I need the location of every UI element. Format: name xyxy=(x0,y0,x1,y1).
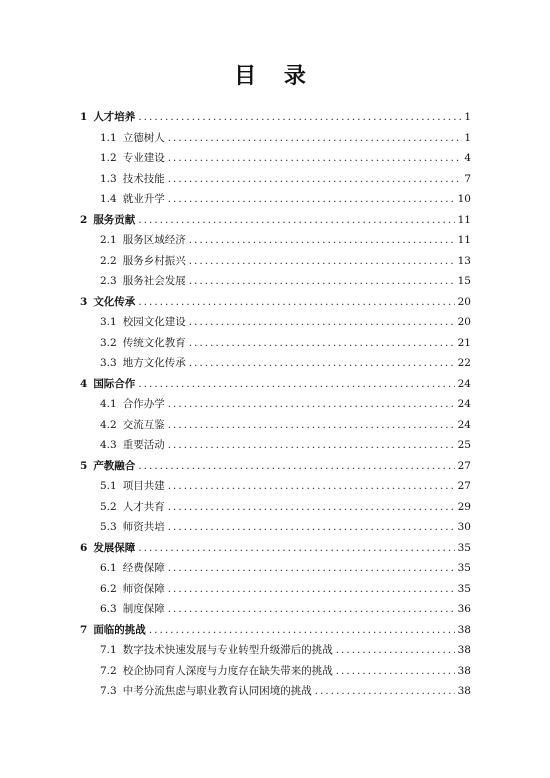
toc-entry-title xyxy=(100,681,312,702)
toc-entry-number: 5.1 xyxy=(100,480,117,492)
toc-page-number: 20 xyxy=(457,295,471,308)
toc-page-number: 11 xyxy=(457,234,471,246)
toc-dot-leader xyxy=(168,435,455,456)
toc-entry-label: 传统文化教育 xyxy=(122,336,186,349)
toc-dot-leader xyxy=(336,640,455,661)
toc-dot-leader xyxy=(138,292,454,313)
toc-entry-title xyxy=(100,558,165,579)
toc-dot-leader xyxy=(149,620,455,641)
toc-section-entry[interactable] xyxy=(80,497,471,518)
toc-entry-label: 产教融合 xyxy=(93,459,136,472)
toc-dot-leader xyxy=(168,497,455,518)
toc-entry-title xyxy=(100,394,165,415)
toc-dot-leader xyxy=(189,353,455,374)
toc-section-entry[interactable] xyxy=(80,661,471,682)
toc-entry-label: 发展保障 xyxy=(93,541,136,554)
toc-dot-leader xyxy=(138,538,454,559)
toc-chapter-entry[interactable] xyxy=(80,538,471,559)
toc-page-number: 29 xyxy=(457,500,471,513)
toc-entry-title xyxy=(100,435,165,456)
toc-section-entry[interactable] xyxy=(80,579,471,600)
toc-entry-title xyxy=(100,251,186,272)
toc-entry-label: 地方文化传承 xyxy=(122,357,186,369)
toc-entry-label: 师资保障 xyxy=(122,582,165,595)
toc-entry-label: 重要活动 xyxy=(122,439,165,451)
toc-page-number: 1 xyxy=(464,111,471,123)
toc-section-entry[interactable] xyxy=(80,169,471,190)
toc-entry-label: 服务乡村振兴 xyxy=(122,254,186,267)
toc-entry-title xyxy=(100,661,333,682)
toc-section-entry[interactable] xyxy=(80,394,471,415)
toc-section-entry[interactable] xyxy=(80,128,471,149)
toc-page-number: 30 xyxy=(457,521,471,533)
toc-section-entry[interactable] xyxy=(80,333,471,354)
toc-entry-number: 1.3 xyxy=(100,172,117,185)
toc-page-number: 38 xyxy=(457,664,471,677)
toc-entry-label: 就业升学 xyxy=(122,193,165,205)
toc-page-number: 24 xyxy=(457,398,471,410)
toc-entry-number: 6 xyxy=(80,541,88,554)
toc-entry-label: 文化传承 xyxy=(93,295,136,308)
toc-page-number: 22 xyxy=(457,357,471,369)
toc-dot-leader xyxy=(168,148,462,169)
toc-entry-label: 国际合作 xyxy=(93,377,136,390)
toc-entry-title xyxy=(100,271,186,292)
toc-entry-label: 中考分流焦虑与职业教育认同困境的挑战 xyxy=(122,685,312,697)
toc-entry-number: 5.3 xyxy=(100,521,117,533)
toc-entry-number: 3.2 xyxy=(100,336,117,349)
toc-entry-number: 3.1 xyxy=(100,316,117,328)
toc-entry-title xyxy=(100,353,186,374)
toc-entry-number: 6.1 xyxy=(100,562,117,574)
toc-page-number: 7 xyxy=(464,172,471,185)
toc-entry-title xyxy=(100,599,165,620)
toc-section-entry[interactable] xyxy=(80,517,471,538)
toc-page-number: 27 xyxy=(457,480,471,492)
toc-entry-label: 制度保障 xyxy=(122,603,165,615)
toc-entry-number: 4.3 xyxy=(100,439,117,451)
toc-chapter-entry[interactable] xyxy=(80,374,471,395)
toc-entry-number: 4.2 xyxy=(100,418,117,431)
toc-section-entry[interactable] xyxy=(80,271,471,292)
toc-entry-number: 1.1 xyxy=(100,131,117,144)
toc-dot-leader xyxy=(168,394,455,415)
toc-entry-title xyxy=(100,128,165,149)
toc-page-number: 13 xyxy=(457,254,471,267)
toc-dot-leader xyxy=(336,661,455,682)
toc-page-number: 27 xyxy=(457,459,471,472)
toc-page-number: 15 xyxy=(457,275,471,287)
toc-dot-leader xyxy=(138,456,454,477)
toc-dot-leader xyxy=(168,599,455,620)
toc-entry-label: 服务贡献 xyxy=(93,213,136,226)
toc-dot-leader xyxy=(138,107,461,128)
toc-entry-title xyxy=(100,579,165,600)
toc-section-entry[interactable] xyxy=(80,558,471,579)
toc-entry-number: 7.3 xyxy=(100,685,117,697)
toc-page-number: 36 xyxy=(457,603,471,615)
toc-entry-number: 2 xyxy=(80,213,88,226)
toc-page-number: 35 xyxy=(457,562,471,574)
toc-dot-leader xyxy=(315,681,455,702)
toc-entry-label: 人才培养 xyxy=(93,111,136,123)
toc-page-number: 11 xyxy=(457,213,471,226)
toc-dot-leader xyxy=(138,374,454,395)
toc-entry-title xyxy=(100,476,165,497)
toc-page-number: 38 xyxy=(457,685,471,697)
toc-entry-number: 1.4 xyxy=(100,193,117,205)
toc-entry-title xyxy=(80,210,135,231)
toc-entry-number: 2.2 xyxy=(100,254,117,267)
toc-page-number: 38 xyxy=(457,623,471,636)
toc-page-number: 20 xyxy=(457,316,471,328)
toc-entry-label: 校企协同育人深度与力度存在缺失带来的挑战 xyxy=(122,664,333,677)
toc-chapter-entry[interactable] xyxy=(80,620,471,641)
toc-entry-number: 1.2 xyxy=(100,152,117,164)
toc-dot-leader xyxy=(168,189,455,210)
toc-entry-number: 6.2 xyxy=(100,582,117,595)
toc-entry-number: 7.1 xyxy=(100,644,117,656)
toc-section-entry[interactable] xyxy=(80,189,471,210)
toc-entry-label: 项目共建 xyxy=(122,480,165,492)
toc-entry-title xyxy=(80,374,135,395)
toc-chapter-entry[interactable] xyxy=(80,107,471,128)
toc-entry-number: 5 xyxy=(80,459,88,472)
toc-section-entry[interactable] xyxy=(80,476,471,497)
toc-entry-label: 专业建设 xyxy=(122,152,165,164)
toc-entry-label: 交流互鉴 xyxy=(122,418,165,431)
toc-page-number: 1 xyxy=(464,131,471,144)
toc-section-entry[interactable] xyxy=(80,148,471,169)
toc-entry-number: 3.3 xyxy=(100,357,117,369)
toc-entry-label: 立德树人 xyxy=(122,131,165,144)
toc-dot-leader xyxy=(168,169,462,190)
toc-entry-number: 6.3 xyxy=(100,603,117,615)
toc-section-entry[interactable] xyxy=(80,353,471,374)
toc-section-entry[interactable] xyxy=(80,251,471,272)
toc-entry-title xyxy=(80,620,146,641)
toc-dot-leader xyxy=(168,579,455,600)
toc-section-entry[interactable] xyxy=(80,230,471,251)
toc-chapter-entry[interactable] xyxy=(80,210,471,231)
toc-entry-title xyxy=(100,517,165,538)
toc-entry-label: 服务区域经济 xyxy=(122,234,186,246)
toc-entry-number: 7.2 xyxy=(100,664,117,677)
toc-entry-label: 经费保障 xyxy=(122,562,165,574)
toc-chapter-entry[interactable] xyxy=(80,292,471,313)
toc-entry-title xyxy=(100,148,165,169)
toc-section-entry[interactable] xyxy=(80,415,471,436)
toc-page-number: 38 xyxy=(457,644,471,656)
table-of-contents xyxy=(80,107,471,702)
toc-entry-number: 5.2 xyxy=(100,500,117,513)
toc-section-entry[interactable] xyxy=(80,435,471,456)
toc-entry-number: 2.3 xyxy=(100,275,117,287)
toc-dot-leader xyxy=(168,128,462,149)
toc-entry-title xyxy=(100,640,333,661)
toc-dot-leader xyxy=(138,210,454,231)
toc-entry-title xyxy=(80,456,135,477)
toc-page-number: 35 xyxy=(457,541,471,554)
toc-entry-number: 4 xyxy=(80,377,88,390)
toc-page-number: 21 xyxy=(457,336,471,349)
toc-entry-number: 7 xyxy=(80,623,88,636)
page-title: 目 录 xyxy=(234,64,316,89)
toc-entry-label: 技术技能 xyxy=(122,172,165,185)
toc-entry-label: 面临的挑战 xyxy=(93,623,146,636)
toc-entry-label: 师资共培 xyxy=(122,521,165,533)
toc-dot-leader xyxy=(189,230,455,251)
toc-entry-title xyxy=(100,312,186,333)
toc-page-number: 24 xyxy=(457,377,471,390)
toc-entry-title xyxy=(80,107,135,128)
toc-section-entry[interactable] xyxy=(80,599,471,620)
toc-dot-leader xyxy=(189,312,455,333)
toc-entry-label: 校园文化建设 xyxy=(122,316,186,328)
toc-page-number: 10 xyxy=(457,193,471,205)
toc-section-entry[interactable] xyxy=(80,312,471,333)
toc-entry-title xyxy=(100,333,186,354)
toc-dot-leader xyxy=(168,558,455,579)
toc-chapter-entry[interactable] xyxy=(80,456,471,477)
toc-entry-title xyxy=(100,189,165,210)
toc-section-entry[interactable] xyxy=(80,681,471,702)
toc-entry-label: 合作办学 xyxy=(122,398,165,410)
toc-entry-number: 4.1 xyxy=(100,398,117,410)
toc-entry-number: 1 xyxy=(80,111,88,123)
toc-entry-title xyxy=(100,415,165,436)
toc-entry-title xyxy=(80,292,135,313)
toc-dot-leader xyxy=(189,333,455,354)
toc-page-number: 25 xyxy=(457,439,471,451)
toc-dot-leader xyxy=(168,415,455,436)
toc-dot-leader xyxy=(189,251,455,272)
toc-entry-title xyxy=(100,169,165,190)
toc-section-entry[interactable] xyxy=(80,640,471,661)
toc-page-number: 35 xyxy=(457,582,471,595)
toc-page-number: 4 xyxy=(464,152,471,164)
toc-dot-leader xyxy=(189,271,455,292)
toc-entry-number: 3 xyxy=(80,295,88,308)
toc-entry-title xyxy=(100,497,165,518)
toc-entry-label: 服务社会发展 xyxy=(122,275,186,287)
toc-dot-leader xyxy=(168,517,455,538)
toc-entry-number: 2.1 xyxy=(100,234,117,246)
toc-entry-label: 人才共育 xyxy=(122,500,165,513)
toc-entry-title xyxy=(100,230,186,251)
toc-entry-title xyxy=(80,538,135,559)
toc-entry-label: 数字技术快速发展与专业转型升级滞后的挑战 xyxy=(122,644,333,656)
toc-page-number: 24 xyxy=(457,418,471,431)
toc-dot-leader xyxy=(168,476,455,497)
